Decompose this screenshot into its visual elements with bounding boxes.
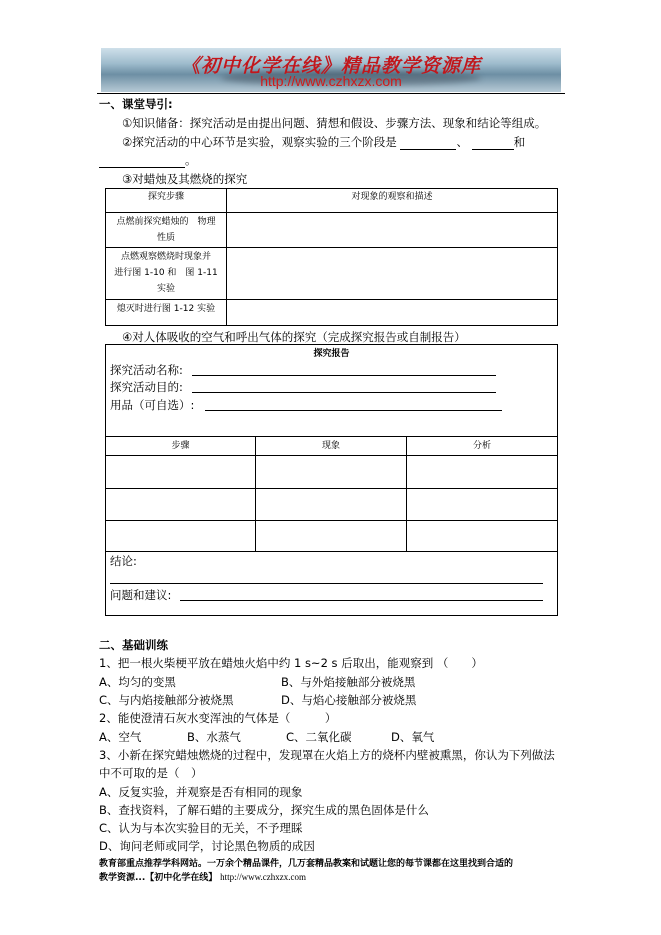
report-title: 探究报告 [313, 349, 350, 359]
cell-line: 点燃观察燃烧时现象并 [120, 252, 211, 262]
banner-url[interactable]: http://www.czhxzx.com [260, 73, 402, 89]
item-2-end: 。 [185, 153, 197, 167]
q1-option-c: C、与内焰接触部分被烧黑 [99, 693, 234, 707]
suggestion-field[interactable] [180, 600, 543, 601]
table-divider [105, 488, 558, 489]
q2-option-b: B、水蒸气 [187, 730, 241, 744]
question-3-cont: 中不可取的是（ ） [99, 766, 203, 780]
table-divider [105, 551, 558, 552]
footer-text: 教学资源...【初中化学在线】 [99, 873, 218, 883]
report-header-phenomena: 现象 [321, 441, 340, 451]
item-2-and: 和 [513, 135, 526, 149]
item-4: ④对人体吸收的空气和呼出气体的探究（完成探究报告或自制报告） [122, 330, 466, 344]
report-header-steps: 步骤 [171, 441, 190, 451]
table-cell [106, 214, 226, 246]
table-cell [106, 301, 226, 317]
item-1: ①知识储备：探究活动是由提出问题、猜想和假设、步骤方法、现象和结论等组成。 [122, 116, 547, 130]
item-2 [122, 134, 525, 150]
item-3: ③对蜡烛及其燃烧的探究 [122, 172, 248, 186]
section2-title: 二、基础训练 [99, 638, 168, 652]
report-name-field[interactable] [192, 375, 496, 376]
item-2-sep: 、 [456, 135, 468, 149]
q2-option-c: C、二氧化碳 [286, 730, 352, 744]
table-divider [105, 212, 558, 213]
cell-line: 点燃前探究蜡烛的 物理 [116, 217, 216, 227]
report-header-analysis: 分析 [472, 441, 491, 451]
question-1: 1、把一根火柴梗平放在蜡烛火焰中约 1 s~2 s 后取出，能观察到 （ ） [99, 656, 483, 670]
blank-1[interactable] [400, 149, 456, 150]
table-divider [105, 247, 558, 248]
q3-option-a: A、反复实验，并观察是否有相同的现象 [99, 785, 303, 799]
q1-option-d: D、与焰心接触部分被烧黑 [281, 693, 417, 707]
report-supplies-label: 用品（可自选）: [110, 398, 195, 412]
question-2: 2、能使澄清石灰水变浑浊的气体是（ ） [99, 711, 337, 725]
table-divider [105, 455, 558, 456]
item-2-text: ②探究活动的中心环节是实验，观察实验的三个阶段是 [122, 135, 397, 149]
blank-2[interactable] [472, 149, 514, 150]
q2-option-d: D、氧气 [391, 730, 435, 744]
q3-option-d: D、询问老师或同学，讨论黑色物质的成因 [99, 839, 315, 853]
blank-3[interactable] [99, 153, 185, 168]
table-header-observation: 对现象的观察和描述 [351, 192, 433, 202]
footer-line-2 [99, 870, 306, 883]
question-3: 3、小新在探究蜡烛燃烧的过程中，发现罩在火焰上方的烧杯内壁被熏黑，你认为下列做法 [99, 748, 555, 762]
table-divider [105, 520, 558, 521]
conclusion-label: 结论: [110, 554, 137, 568]
section1-title: 一、课堂导引: [99, 97, 173, 111]
q1-option-b: B、与外焰接触部分被烧黑 [281, 675, 416, 689]
site-banner [101, 48, 561, 92]
cell-line: 性质 [156, 233, 175, 243]
cell-line: 进行图 1-10 和 图 1-11 [114, 268, 218, 278]
table-divider [105, 299, 558, 300]
header-rule [97, 93, 565, 94]
cell-line: 熄灭时进行图 1-12 实验 [116, 304, 216, 314]
report-purpose-field[interactable] [192, 392, 496, 393]
cell-line: 实验 [156, 284, 175, 294]
table-header-step: 探究步骤 [147, 192, 184, 202]
q1-option-a: A、均匀的变黑 [99, 675, 176, 689]
table-divider [105, 436, 558, 437]
suggestion-label: 问题和建议: [110, 588, 172, 602]
footer-line-1: 教育部重点推荐学科网站。一万余个精品课件，几万套精品教案和试题让您的每节课都在这里找到合适的 [99, 859, 514, 869]
q3-option-c: C、认为与本次实验目的无关，不予理睬 [99, 821, 303, 835]
q3-option-b: B、查找资料，了解石蜡的主要成分，探究生成的黑色固体是什么 [99, 803, 429, 817]
report-name-label: 探究活动名称: [110, 363, 183, 377]
report-purpose-label: 探究活动目的: [110, 380, 183, 394]
item-2-cont [99, 152, 197, 168]
report-supplies-field[interactable] [205, 410, 502, 411]
q2-option-a: A、空气 [99, 730, 142, 744]
conclusion-field[interactable] [110, 583, 543, 584]
table-divider [226, 188, 227, 326]
table-cell [106, 249, 226, 297]
footer-url[interactable]: http://www.czhxzx.com [220, 872, 307, 882]
banner-title: 《初中化学在线》精品教学资源库 [180, 55, 481, 77]
